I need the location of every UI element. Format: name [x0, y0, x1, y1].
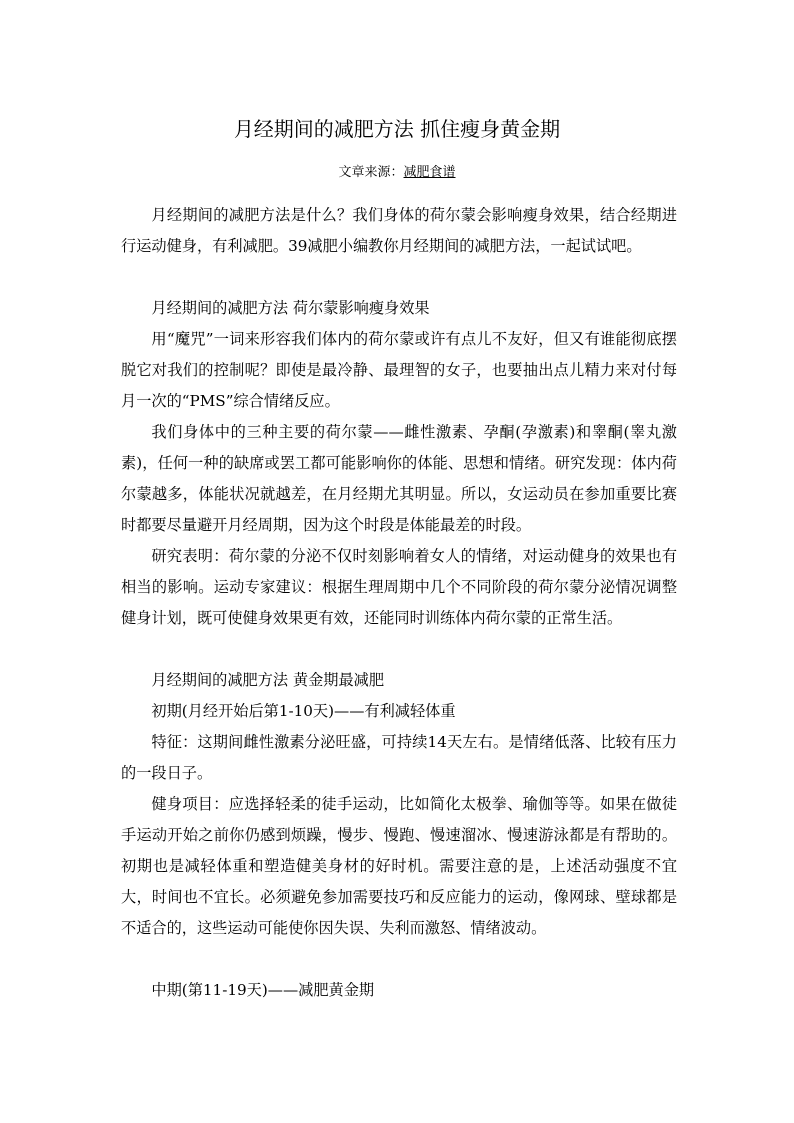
spacer	[121, 634, 677, 665]
subheading-middle-phase: 中期(第11-19天)——减肥黄金期	[151, 981, 375, 999]
subheading-early-phase: 初期(月经开始后第1-10天)——有利减轻体重	[151, 702, 456, 720]
paragraph: 特征：这期间雌性激素分泌旺盛，可持续14天左右。是情绪低落、比较有压力的一段日子。	[121, 733, 677, 782]
paragraph: 用“魔咒”一词来形容我们体内的荷尔蒙或许有点儿不友好，但又有谁能彻底摆脱它对我们的控制呢？即使是最冷静、最理智的女子，也要抽出点儿精力来对付每月一次的“PMS”综合情绪反应。	[121, 330, 677, 410]
spacer	[121, 944, 677, 975]
source-label: 文章来源：	[338, 165, 404, 180]
section-heading-golden-period: 月经期间的减肥方法 黄金期最减肥	[151, 671, 385, 689]
article-title: 月经期间的减肥方法 抓住瘦身黄金期	[233, 117, 561, 141]
paragraph: 研究表明：荷尔蒙的分泌不仅时刻影响着女人的情绪，对运动健身的效果也有相当的影响。运动专家建议：根据生理周期中几个不同阶段的荷尔蒙分泌情况调整健身计划，既可使健身效果更有效，还能同时训练体内荷尔蒙的正常生活。	[121, 547, 677, 627]
article-body	[121, 200, 677, 1006]
section-heading-hormone: 月经期间的减肥方法 荷尔蒙影响瘦身效果	[151, 299, 430, 317]
intro-paragraph: 月经期间的减肥方法是什么？我们身体的荷尔蒙会影响瘦身效果，结合经期进行运动健身，有利减肥。39减肥小编教你月经期间的减肥方法，一起试试吧。	[121, 206, 677, 255]
spacer	[121, 262, 677, 293]
paragraph: 我们身体中的三种主要的荷尔蒙——雌性激素、孕酮(孕激素)和睾酮(睾丸激素)，任何一种的缺席或罢工都可能影响你的体能、思想和情绪。研究发现：体内荷尔蒙越多，体能状况就越差，在月经期尤其明显。所以，女运动员在参加重要比赛时都要尽量避开月经周期，因为这个时段是体能最差的时段。	[121, 423, 677, 534]
paragraph: 健身项目：应选择轻柔的徒手运动，比如简化太极拳、瑜伽等等。如果在做徒手运动开始之前你仍感到烦躁，慢步、慢跑、慢速溜冰、慢速游泳都是有帮助的。初期也是减轻体重和塑造健美身材的好时机。需要注意的是，上述活动强度不宜大，时间也不宜长。必须避免参加需要技巧和反应能力的运动，像网球、壁球都是不适合的，这些运动可能使你因失误、失利而激怒、情绪波动。	[121, 795, 677, 937]
source-link[interactable]: 减肥食谱	[403, 165, 456, 180]
article-source	[0, 163, 794, 183]
